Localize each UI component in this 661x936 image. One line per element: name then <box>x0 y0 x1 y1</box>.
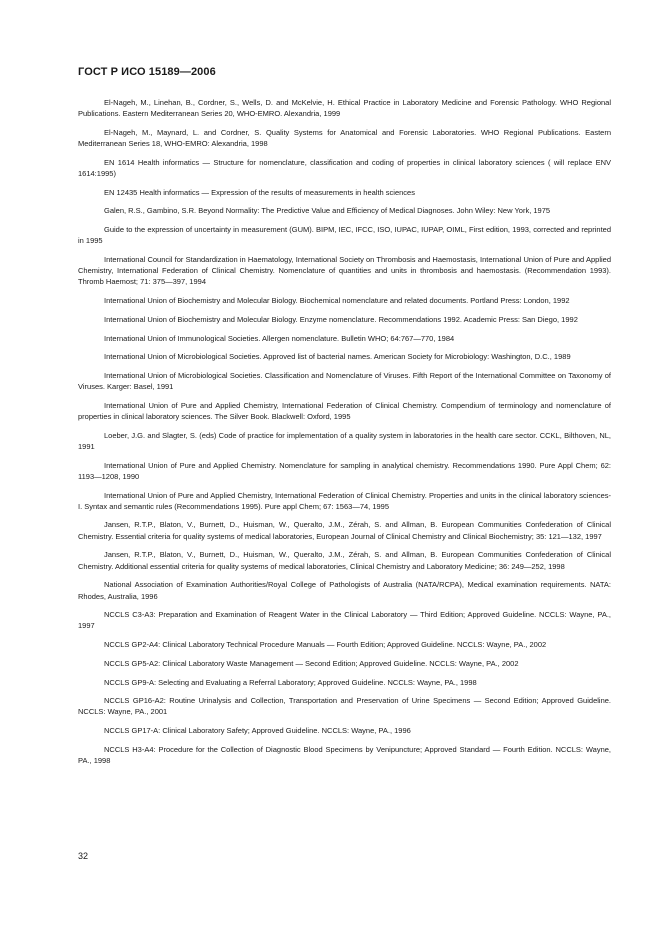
reference-item: International Council for Standardization in Haematology, International Society on Thrombosis and Haemostasis, International Union of Pure and Applied Chemistry, International Federation of Clinical Chemistry. Nomenclature of quantities and units in thrombosis and haemostasis. (Recommendation 1993). Thromb Haemost; 71: 375—397, 1994 <box>78 255 611 287</box>
document-header: ГОСТ Р ИСО 15189—2006 <box>78 66 216 78</box>
reference-item: International Union of Immunological Societies. Allergen nomenclature. Bulletin WHO; 64:767—770, 1984 <box>104 333 455 343</box>
reference-item: International Union of Pure and Applied Chemistry. Nomenclature for sampling in analytical chemistry. Recommendations 1990. Pure Appl Chem; 62: 1193—1208, 1990 <box>78 460 611 481</box>
reference-item: EN 1614 Health informatics — Structure for nomenclature, classification and coding of properties in clinical laboratory sciences ( will replace ENV 1614:1995) <box>78 157 611 179</box>
reference-item: NCCLS GP9-A: Selecting and Evaluating a Referral Laboratory; Approved Guideline. NCCLS: Wayne, PA., 1998 <box>104 677 477 687</box>
reference-item: Loeber, J.G. and Slagter, S. (eds) Code of practice for implementation of a quality system in laboratories in the health care sector. CCKL, Bilthoven, NL, 1991 <box>78 430 611 451</box>
reference-item: El-Nageh, M., Maynard, L. and Cordner, S. Quality Systems for Anatomical and Forensic Laboratories. WHO Regional Publications. Eastern Mediterranean Series 18, WHO-EMRO: Alexandria, 1998 <box>78 127 611 149</box>
reference-item: Jansen, R.T.P., Blaton, V., Burnett, D., Huisman, W., Queralto, J.M., Zérah, S. and Allman, B. European Communities Confederation of Clinical Chemistry. Essential criteria for quality systems of medical laboratories, European Journal of Clinical Chemistry and Clinical Biochemistry; 35: 121—132, 1997 <box>78 520 611 541</box>
reference-item: International Union of Biochemistry and Molecular Biology. Biochemical nomenclature and related documents. Portland Press: London, 1992 <box>104 296 570 306</box>
reference-item: Guide to the expression of uncertainty in measurement (GUM). BIPM, IEC, IFCC, ISO, IUPAC, IUPAP, OIML, First edition, 1993, corrected and reprinted in 1995 <box>78 225 611 246</box>
reference-item: International Union of Microbiological Societies. Approved list of bacterial names. American Society for Microbiology: Washington, D.C., 1989 <box>104 352 571 362</box>
reference-item: NCCLS GP17-A: Clinical Laboratory Safety; Approved Guideline. NCCLS: Wayne, PA., 1996 <box>104 726 411 736</box>
reference-item: Jansen, R.T.P., Blaton, V., Burnett, D., Huisman, W., Queralto, J.M., Zérah, S. and Allman, B. European Communities Confederation of Clinical Chemistry. Additional essential criteria for quality systems of medical laboratories, Clinical Chemistry and Laboratory Medicine; 36: 249—252, 1998 <box>78 550 611 571</box>
reference-item: International Union of Pure and Applied Chemistry, International Federation of Clinical Chemistry. Properties and units in the clinical laboratory sciences-I. Syntax and semantic rules (Recommendations 1995). Pure appl Chem; 67: 1563—74, 1995 <box>78 490 611 511</box>
reference-item: International Union of Biochemistry and Molecular Biology. Enzyme nomenclature. Recommendations 1992. Academic Press: San Diego, 1992 <box>104 314 578 324</box>
page-number: 32 <box>78 851 89 861</box>
reference-item: NCCLS H3-A4: Procedure for the Collection of Diagnostic Blood Specimens by Venipuncture; Approved Standard — Fourth Edition. NCCLS: Wayne, PA., 1998 <box>78 744 611 766</box>
reference-item: International Union of Microbiological Societies. Classification and Nomenclature of Viruses. Fifth Report of the International Committee on Taxonomy of Viruses. Karger: Basel, 1991 <box>78 370 611 392</box>
reference-item: NCCLS GP2-A4: Clinical Laboratory Technical Procedure Manuals — Fourth Edition; Approved Guideline. NCCLS: Wayne, PA., 2002 <box>104 640 547 650</box>
reference-item: National Association of Examination Authorities/Royal College of Pathologists of Australia (NATA/RCPA), Medical examination requirements. NATA: Rhodes, Australia, 1996 <box>78 580 611 601</box>
reference-item: EN 12435 Health informatics — Expression of the results of measurements in health sciences <box>104 187 415 197</box>
reference-item: International Union of Pure and Applied Chemistry, International Federation of Clinical Chemistry. Compendium of terminology and nomenclature of properties in clinical laboratory sciences. The Silver Book. Blackwell: Oxford, 1995 <box>78 400 611 422</box>
reference-item: El-Nageh, M., Linehan, B., Cordner, S., Wells, D. and McKelvie, H. Ethical Practice in Laboratory Medicine and Forensic Pathology. WHO Regional Publications. Eastern Mediterranean Series 20, WHO-EMRO. Alexandria, 1999 <box>78 98 611 119</box>
reference-item: NCCLS C3-A3: Preparation and Examination of Reagent Water in the Clinical Laboratory — Third Edition; Approved Guideline. NCCLS: Wayne, PA., 1997 <box>78 610 611 631</box>
reference-item: Galen, R.S., Gambino, S.R. Beyond Normality: The Predictive Value and Efficiency of Medical Diagnoses. John Wiley: New York, 1975 <box>104 206 551 216</box>
reference-item: NCCLS GP16-A2: Routine Urinalysis and Collection, Transportation and Preservation of Urine Specimens — Second Edition; Approved Guideline. NCCLS: Wayne, PA., 2001 <box>78 696 611 717</box>
bibliography-list <box>78 97 611 774</box>
reference-item: NCCLS GP5-A2: Clinical Laboratory Waste Management — Second Edition; Approved Guideline. NCCLS: Wayne, PA., 2002 <box>104 658 519 668</box>
